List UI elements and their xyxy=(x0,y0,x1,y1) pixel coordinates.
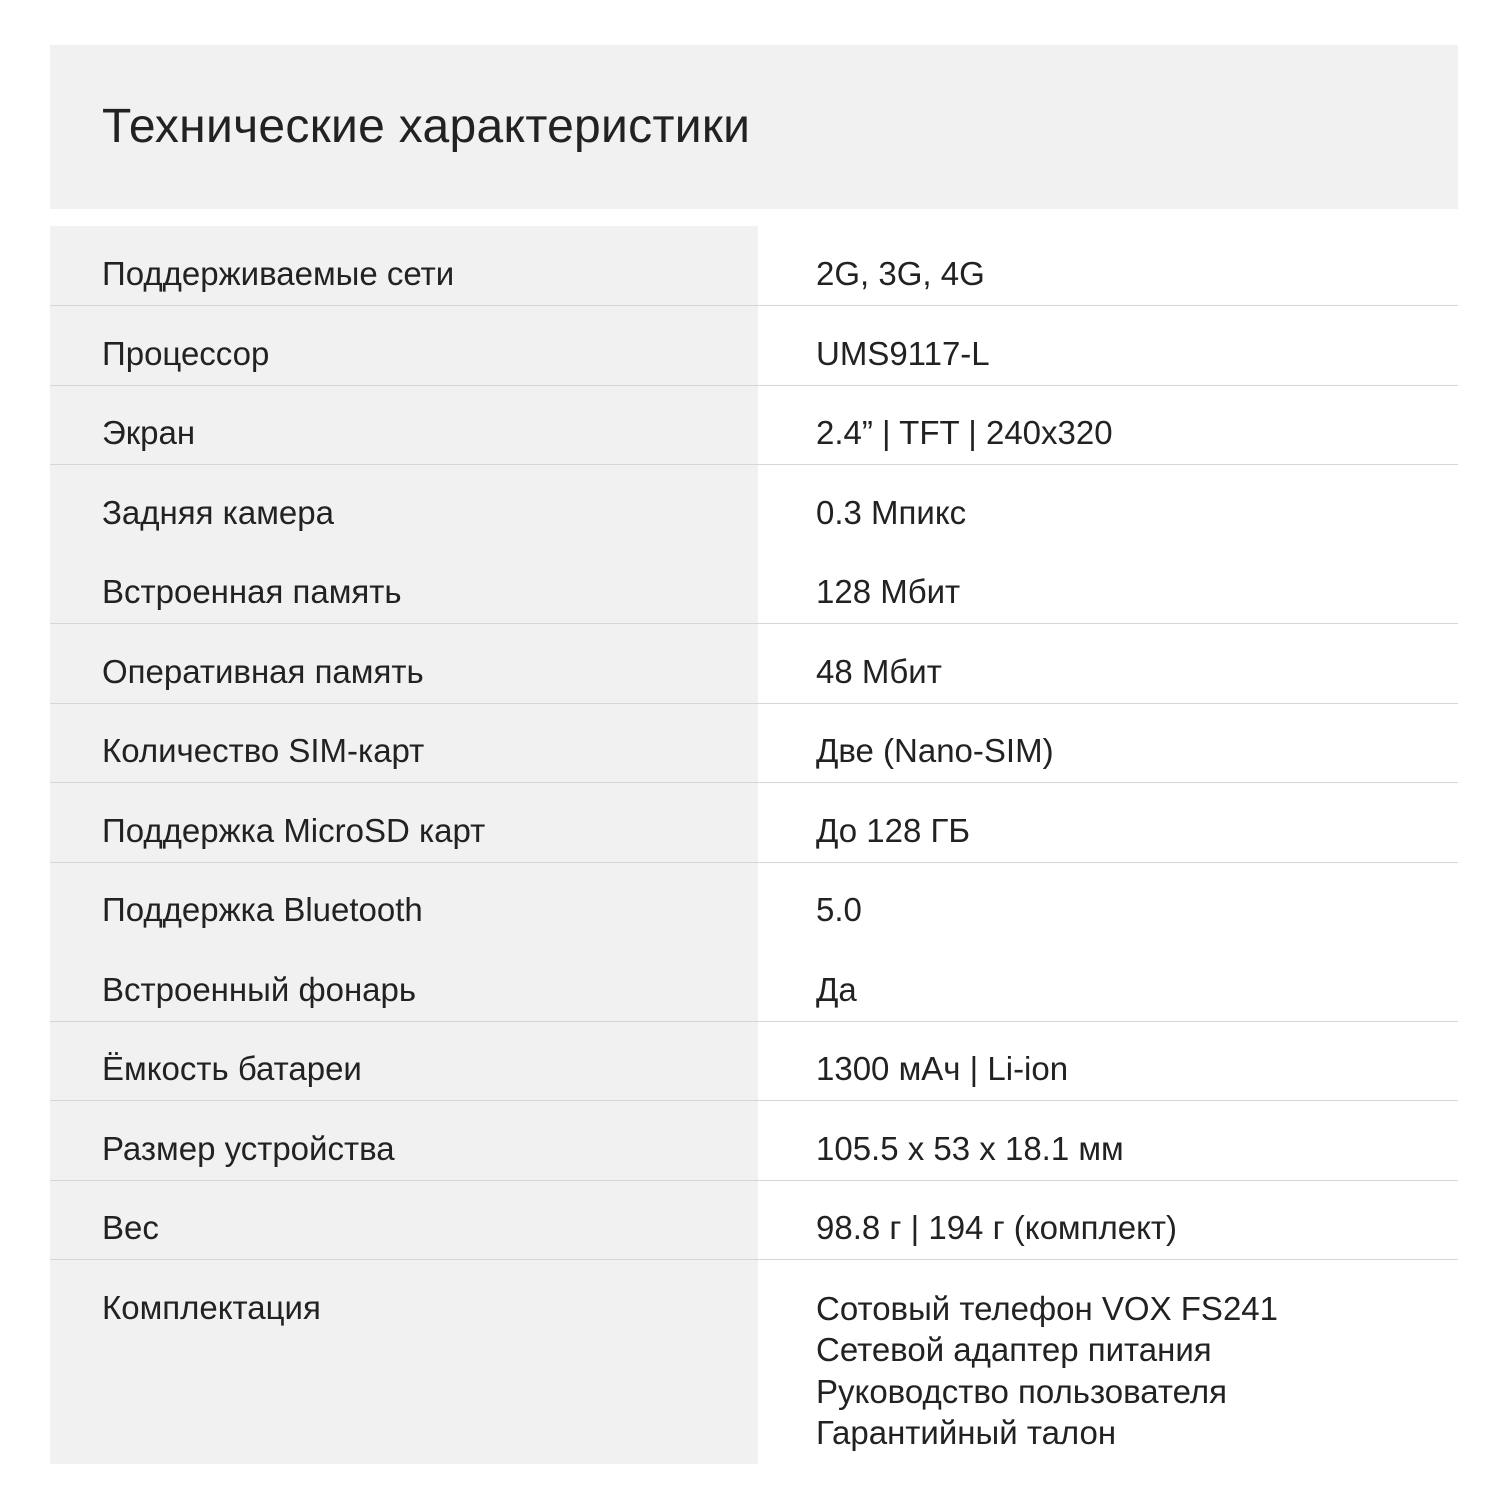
spec-row xyxy=(50,1180,1458,1260)
spec-label: Вес xyxy=(102,1209,159,1246)
package-item: Гарантийный талон xyxy=(816,1414,1117,1451)
spec-value: 2G, 3G, 4G xyxy=(816,255,985,292)
spec-value: 0.3 Мпикс xyxy=(816,493,967,531)
spec-value: 5.0 xyxy=(816,891,862,928)
spec-row xyxy=(50,783,1458,863)
spec-label: Поддержка MicroSD карт xyxy=(102,811,486,849)
spec-row xyxy=(50,703,1458,783)
spec-value: 48 Мбит xyxy=(816,652,942,690)
spec-value: Две (Nano-SIM) xyxy=(816,732,1054,769)
package-items xyxy=(816,1288,1278,1454)
spec-row xyxy=(50,1101,1458,1181)
spec-value: 2.4” | TFT | 240x320 xyxy=(816,414,1113,451)
spec-label: Встроенная память xyxy=(102,573,402,610)
spec-label: Экран xyxy=(102,414,196,451)
spec-value: 1300 мАч | Li-ion xyxy=(816,1050,1069,1087)
spec-value: 98.8 г | 194 г (комплект) xyxy=(816,1209,1178,1246)
spec-label: Комплектация xyxy=(102,1288,321,1326)
specs-table xyxy=(50,226,1458,1464)
spec-row xyxy=(50,1021,1458,1101)
header-banner xyxy=(50,45,1458,209)
spec-row xyxy=(50,942,1458,1022)
spec-value: До 128 ГБ xyxy=(816,811,970,849)
spec-label: Количество SIM-карт xyxy=(102,732,425,769)
spec-label: Поддержка Bluetooth xyxy=(102,891,423,928)
spec-row xyxy=(50,306,1458,386)
spec-row-package xyxy=(50,1260,1458,1452)
spec-label: Задняя камера xyxy=(102,493,334,531)
page-title: Технические характеристики xyxy=(102,100,751,153)
spec-label: Оперативная память xyxy=(102,652,424,690)
spec-row xyxy=(50,385,1458,465)
spec-row xyxy=(50,465,1458,544)
spec-value: 128 Мбит xyxy=(816,573,961,610)
package-item: Сотовый телефон VOX FS241 xyxy=(816,1289,1278,1327)
package-item: Сетевой адаптер питания xyxy=(816,1331,1212,1368)
spec-label: Ёмкость батареи xyxy=(102,1050,362,1087)
spec-row xyxy=(50,226,1458,306)
spec-label: Поддерживаемые сети xyxy=(102,255,455,292)
spec-label: Встроенный фонарь xyxy=(102,970,417,1008)
spec-row xyxy=(50,544,1458,624)
spec-value: UMS9117-L xyxy=(816,334,990,372)
spec-value: Да xyxy=(816,970,857,1008)
spec-value: 105.5 х 53 х 18.1 мм xyxy=(816,1129,1124,1167)
spec-row xyxy=(50,862,1458,941)
spec-row xyxy=(50,624,1458,704)
package-item: Руководство пользователя xyxy=(816,1372,1227,1410)
spec-label: Процессор xyxy=(102,334,270,372)
spec-label: Размер устройства xyxy=(102,1129,395,1167)
